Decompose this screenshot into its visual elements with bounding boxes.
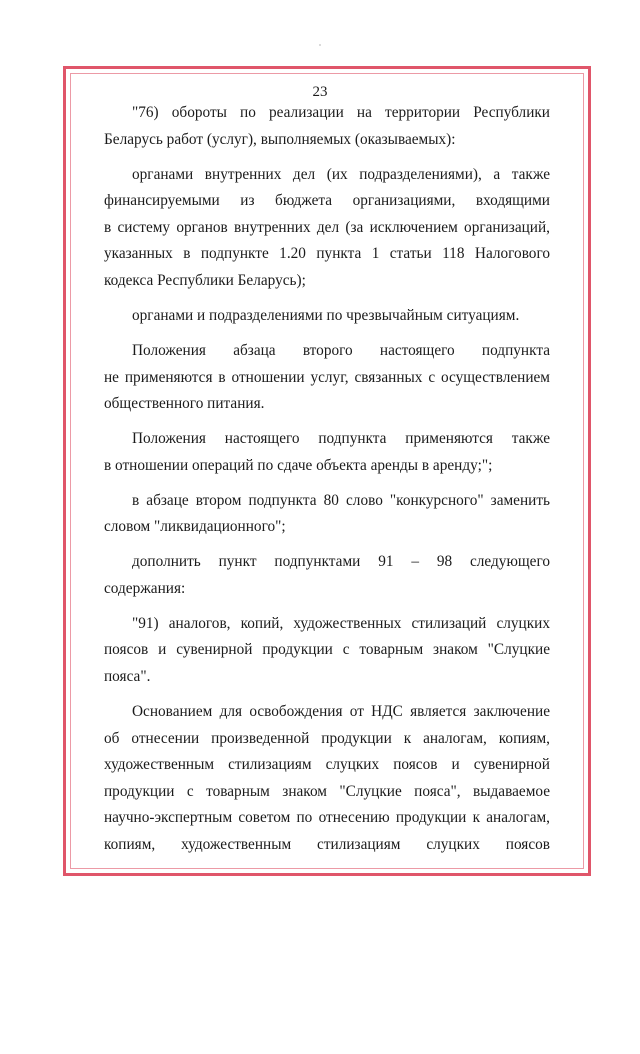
text-line: "76) обороты по реализации на территории Республики [132,104,550,121]
document-body [104,100,550,859]
text-line: содержания: [104,579,186,597]
text-line: указанных в подпункте 1.20 пункта 1 статьи 118 Налогового [104,245,550,263]
text-line: Положения абзаца второго настоящего подпункта [132,341,550,359]
text-line: общественного питания. [104,395,265,413]
scan-speck [319,44,321,46]
text-line: словом "ликвидационного"; [104,518,286,536]
text-line: об отнесении произведенной продукции к аналогам, копиям, [104,729,550,747]
text-line: художественным стилизациям слуцких поясов и сувенирной [104,756,550,774]
text-line: органами внутренних дел (их подразделениями), а также [132,165,550,183]
text-line: продукции с товарным знаком "Слуцкие пояса", выдаваемое [104,782,550,800]
page-number: 23 [312,84,328,100]
text-line: пояса". [104,668,151,686]
text-line: в отношении операций по сдаче объекта аренды в аренду;"; [104,456,493,474]
text-line: в абзаце втором подпункта 80 слово "конкурсного" заменить [132,491,550,509]
text-line: копиям, художественным стилизациям слуцких поясов [104,835,550,853]
text-line: в систему органов внутренних дел (за исключением организаций, [104,218,550,236]
text-line: органами и подразделениями по чрезвычайным ситуациям. [132,306,520,324]
text-line: не применяются в отношении услуг, связанных с осуществлением [104,368,550,386]
text-line: дополнить пункт подпунктами 91 – 98 следующего [132,553,550,571]
text-line: "91) аналогов, копий, художественных стилизаций слуцких [132,614,550,632]
text-line: кодекса Республики Беларусь); [104,271,306,289]
text-line: финансируемыми из бюджета организациями, входящими [104,192,550,210]
text-line: Основанием для освобождения от НДС является заключение [132,703,550,720]
text-line: поясов и сувенирной продукции с товарным знаком "Слуцкие [104,641,550,659]
text-line: Положения настоящего подпункта применяются также [132,430,550,448]
text-line: научно-экспертным советом по отнесению продукции к аналогам, [104,809,550,827]
text-line: Беларусь работ (услуг), выполняемых (оказываемых): [104,130,456,148]
